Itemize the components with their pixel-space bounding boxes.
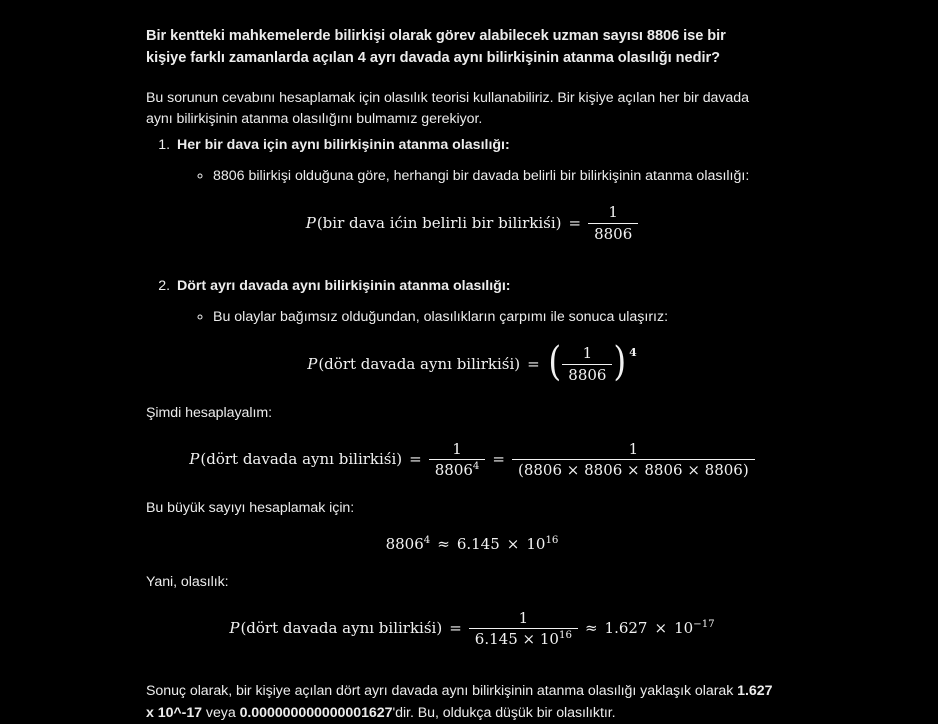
formula-5-p-symbol: P — [229, 619, 240, 638]
formula-5-result-power-base: 10 — [674, 619, 694, 638]
formula-2-denominator: 8806 — [562, 364, 612, 383]
conclusion-lead: Sonuç olarak, bir kişiye açılan dört ayrı davada aynı bilirkişinin atanma olasılığı yaklaşık olarak — [146, 683, 738, 700]
formula-final-probability — [146, 610, 798, 647]
steps-list — [146, 135, 798, 188]
formula-4-exponent: 4 — [423, 534, 431, 546]
step-item-1 — [174, 135, 798, 188]
formula-3-denominator-1 — [429, 459, 486, 478]
formula-5-den-power-base: 10 — [539, 630, 559, 649]
spacer — [146, 242, 798, 276]
conclusion-paragraph — [146, 681, 784, 724]
formula-2-p-symbol: P — [307, 354, 318, 373]
formula-5-result-times: × — [654, 619, 668, 638]
step-1-label: Her bir dava için aynı bilirkişinin atanma olasılığı: — [177, 136, 510, 153]
formula-3-fraction-2 — [512, 441, 755, 478]
conclusion-mid: veya — [202, 704, 240, 721]
spacer — [146, 647, 798, 681]
formula-5-den-power-exponent: 16 — [558, 630, 572, 642]
formula-4-power — [526, 534, 559, 553]
formula-5-argument: (dört davada aynı bilirkiśi) — [240, 619, 443, 638]
formula-1-denominator: 8806 — [588, 223, 638, 242]
spacer — [146, 478, 798, 498]
formula-expanded — [146, 441, 798, 478]
formula-4-base-value: 8806 — [385, 534, 424, 553]
formula-4-mantissa: 6.145 — [456, 534, 500, 553]
formula-5-result-power-exponent: −17 — [693, 619, 715, 631]
formula-3-argument: (dört davada aynı bilirkiśi) — [200, 450, 403, 469]
formula-1-argument: (bir dava ićin belirli bir bilirkiśi) — [316, 213, 562, 232]
formula-1-p-symbol: P — [305, 213, 316, 232]
formula-5-result-power — [674, 621, 715, 636]
formula-3-den1-exponent: 4 — [472, 461, 480, 473]
conclusion-scientific-value: 1.627 x 10^-17 — [146, 683, 773, 721]
formula-4-approx: ≈ — [437, 534, 450, 553]
formula-5-denominator — [469, 628, 578, 647]
formula-3-equals-2: = — [492, 450, 505, 469]
formula-3-numerator-2: 1 — [628, 440, 639, 459]
formula-2-close-paren: ) — [613, 339, 627, 386]
step-item-2 — [174, 276, 798, 329]
formula-4-base — [385, 534, 431, 553]
formula-5-den-mantissa: 6.145 — [474, 630, 518, 649]
formula-2-power-group — [547, 339, 637, 386]
calc-heading: Şimdi hesaplayalım: — [146, 404, 273, 421]
formula-5-den-times: × — [522, 630, 536, 649]
step-2-label: Dört ayrı davada aynı bilirkişinin atanma olasılığı: — [177, 277, 511, 294]
formula-single-case — [146, 204, 798, 241]
formula-3-equals-1: = — [409, 450, 422, 469]
step-2-sublist — [177, 307, 798, 328]
formula-3-denominator-2: (8806 × 8806 × 8806 × 8806) — [512, 459, 755, 478]
formula-4-power-base: 10 — [526, 534, 546, 553]
conclusion-decimal-value: 0.000000000000001627 — [239, 704, 393, 721]
step-2-sub-text: ◦ Bu olaylar bağımsız olduğundan, olasılıkların çarpımı ile sonuca ulaşırız: — [213, 307, 798, 328]
spacer — [146, 383, 798, 403]
formula-5-fraction — [469, 610, 578, 647]
formula-3-den1-base: 8806 — [434, 461, 473, 480]
step-1-sublist — [177, 166, 798, 187]
spacer — [146, 552, 798, 572]
formula-5-result-mantissa: 1.627 — [604, 619, 648, 638]
formula-3-p-symbol: P — [189, 450, 200, 469]
formula-2-numerator: 1 — [582, 344, 593, 363]
formula-5-equals: = — [449, 619, 462, 638]
conclusion-tail: 'dir. Bu, oldukça düşük bir olasılıktır. — [392, 704, 616, 721]
formula-1-equals: = — [568, 213, 582, 232]
result-heading: Yani, olasılık: — [146, 573, 229, 590]
bignum-heading: Bu büyük sayıyı hesaplamak için: — [146, 500, 355, 517]
formula-1-fraction — [588, 204, 638, 241]
formula-5-approx: ≈ — [584, 619, 598, 638]
intro-paragraph: Bu sorunun cevabını hesaplamak için olasılık teorisi kullanabiliriz. Bir kişiye açılan her bir davada aynı bilirkişinin atanma olasılığını bulmamız gerekiyor. — [146, 90, 749, 128]
formula-4-times: × — [506, 534, 520, 553]
formula-1-numerator: 1 — [608, 203, 618, 222]
formula-3-fraction-1 — [429, 441, 486, 478]
formula-3-numerator-1: 1 — [452, 440, 462, 459]
steps-list-continued — [146, 276, 798, 329]
formula-2-open-paren: ( — [548, 339, 561, 386]
formula-4-power-exponent: 16 — [545, 534, 559, 546]
formula-four-cases — [146, 339, 798, 386]
formula-2-exponent: 4 — [629, 346, 637, 360]
formula-2-argument: (dört davada aynı bilirkiśi) — [318, 354, 521, 373]
formula-2-equals: = — [527, 354, 540, 373]
formula-power-approx — [146, 534, 798, 553]
question-title: Bir kentteki mahkemelerde bilirkişi olarak görev alabilecek uzman sayısı 8806 ise bir kişiye farklı zamanlarda açılan 4 ayrı davada aynı bilirkişinin atanma olasılığı nedir? — [146, 28, 726, 66]
formula-2-fraction — [562, 345, 612, 382]
formula-5-numerator: 1 — [518, 608, 529, 627]
step-1-sub-text: ◦ 8806 bilirkişi olduğuna göre, herhangi bir davada belirli bir bilirkişinin atanma olasılığı: — [213, 166, 798, 187]
